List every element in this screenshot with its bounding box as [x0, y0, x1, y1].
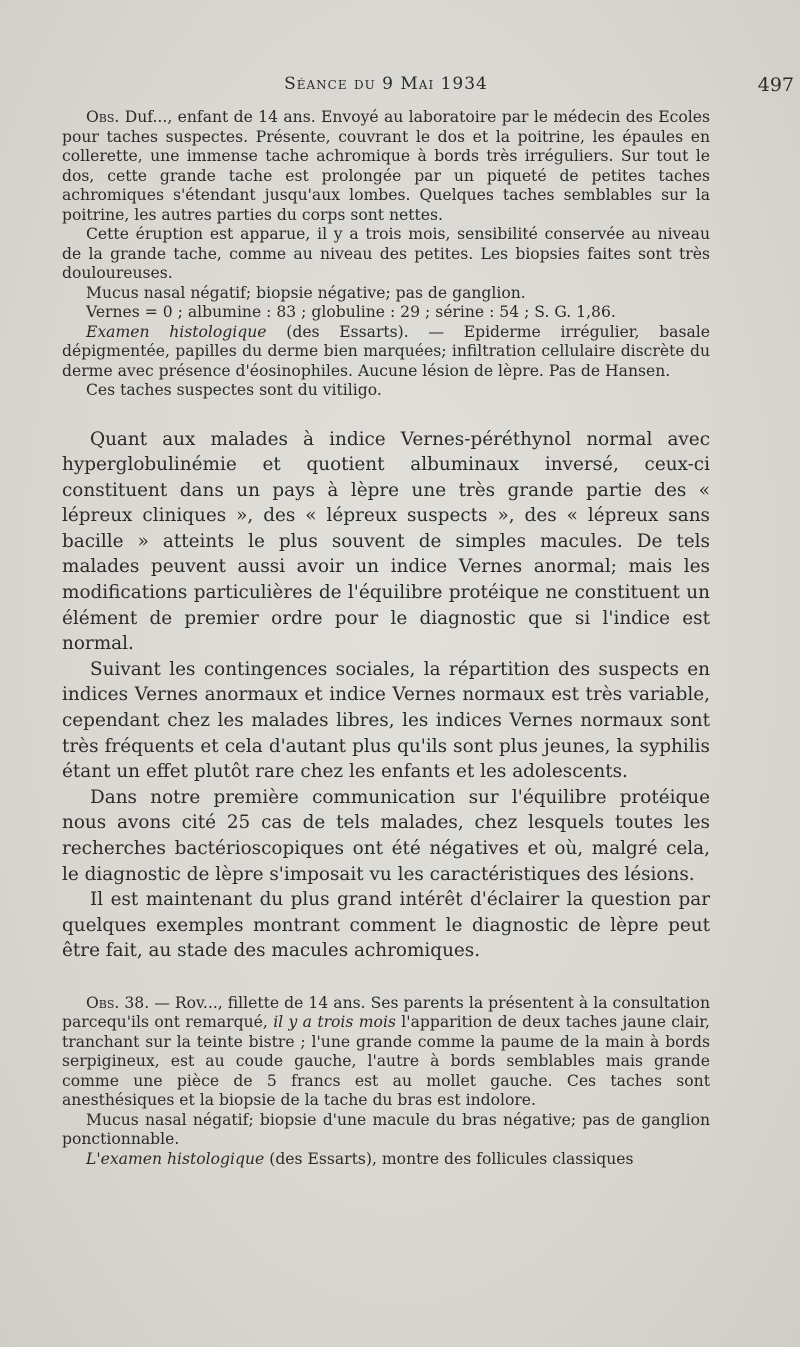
main-para-1: Quant aux malades à indice Vernes-péréthynol normal avec hyperglobulinémie et quotient albuminaux inversé, ceux-ci constituent dans un pays à lèpre une très grande partie des « lépreux cliniques », des « lépreux suspects », des « lépreux sans bacille » atteints le plus souvent de simples macules. De tels malades peuvent aussi avoir un indice Vernes anormal; mais les modifications particulières de l'équilibre protéique ne constituent un élément de premier ordre pour le diagnostic que si l'indice est normal. [62, 428, 710, 655]
main-para-3: Dans notre première communication sur l'équilibre protéique nous avons cité 25 cas de tels malades, chez lesquels toutes les recherches bactérioscopiques ont été négatives et où, malgré cela, le diagnostic de lèpre s'imposait vu les caractéristiques des lésions. [62, 786, 710, 885]
running-title: Séance du 9 Mai 1934 [284, 74, 488, 94]
observation-duf [62, 108, 710, 401]
obs38-histology-text: (des Essarts), montre des follicules classiques [269, 1149, 634, 1168]
obs-duf-para-4: Vernes = 0 ; albumine : 83 ; globuline : 29 ; sérine : 54 ; S. G. 1,86. [86, 303, 616, 321]
observation-38 [62, 994, 710, 1170]
obs38-text-a: — Rov..., fillette de 14 ans. Ses parents la présentent à la consultation parcequ'ils ont remarqué, [62, 993, 710, 1032]
obs-duf-histology-heading: Examen histologique [86, 322, 267, 341]
obs38-para-3 [62, 1150, 710, 1170]
obs-duf-para-2: Cette éruption est apparue, il y a trois mois, sensibilité conservée au niveau de la grande tache, comme au niveau des petites. Les biopsies faites sont très douloureuses. [62, 225, 710, 282]
main-para-2: Suivant les contingences sociales, la répartition des suspects en indices Vernes anormaux et indice Vernes normaux est très variable, cependant chez les malades libres, les indices Vernes normaux sont très fréquents et cela d'autant plus qu'ils sont plus jeunes, la syphilis étant un effet plutôt rare chez les enfants et les adolescents. [62, 658, 710, 783]
obs-label: Obs. [86, 108, 120, 126]
main-para-4: Il est maintenant du plus grand intérêt d'éclairer la question par quelques exemples montrant comment le diagnostic de lèpre peut être fait, au stade des macules achromiques. [62, 889, 710, 962]
obs38-italic-a: il y a trois mois [273, 1013, 396, 1032]
obs38-para-2: Mucus nasal négatif; biopsie d'une macule du bras négative; pas de ganglion ponctionnable. [62, 1110, 710, 1149]
running-header [62, 74, 794, 108]
obs-duf-para-6: Ces taches suspectes sont du vitiligo. [86, 381, 382, 399]
page-number: 497 [757, 74, 794, 96]
main-text [62, 427, 710, 964]
obs38-histology-heading: L'examen histologique [86, 1149, 265, 1168]
obs38-text-b: l'apparition de deux taches jaune clair, tranchant sur la teinte bistre ; l'une grande comme la paume de la main à bords serpigineux, est au coude gauche, l'autre à bords semblables mais grande comme une pièce de 5 francs est au mollet gauche. Ces taches sont anesthésiques et la biopsie de la tache du bras est indolore. [62, 1013, 710, 1110]
obs-duf-text-1: Duf..., enfant de 14 ans. Envoyé au laboratoire par le médecin des Ecoles pour taches suspectes. Présente, couvrant le dos et la poitrine, les épaules en collerette, une immense tache achromique à bords très irréguliers. Sur tout le dos, cette grande tache est prolongée par un piqueté de petites taches achromiques s'étendant jusqu'aux lombes. Quelques taches semblables sur la poitrine, les autres parties du corps sont nettes. [62, 108, 710, 224]
obs-duf-histology-text: (des Essarts). — Epiderme irrégulier, basale dépigmentée, papilles du derme bien marquées; infiltration cellulaire discrète du derme avec présence d'éosinophiles. Aucune lésion de lèpre. Pas de Hansen. [62, 322, 710, 380]
obs38-label: Obs. 38. [86, 993, 150, 1012]
obs-duf-para-1 [62, 108, 710, 225]
obs-duf-para-3: Mucus nasal négatif; biopsie négative; pas de ganglion. [86, 283, 526, 302]
obs-duf-para-5 [62, 323, 710, 382]
obs38-para-1 [62, 994, 710, 1111]
